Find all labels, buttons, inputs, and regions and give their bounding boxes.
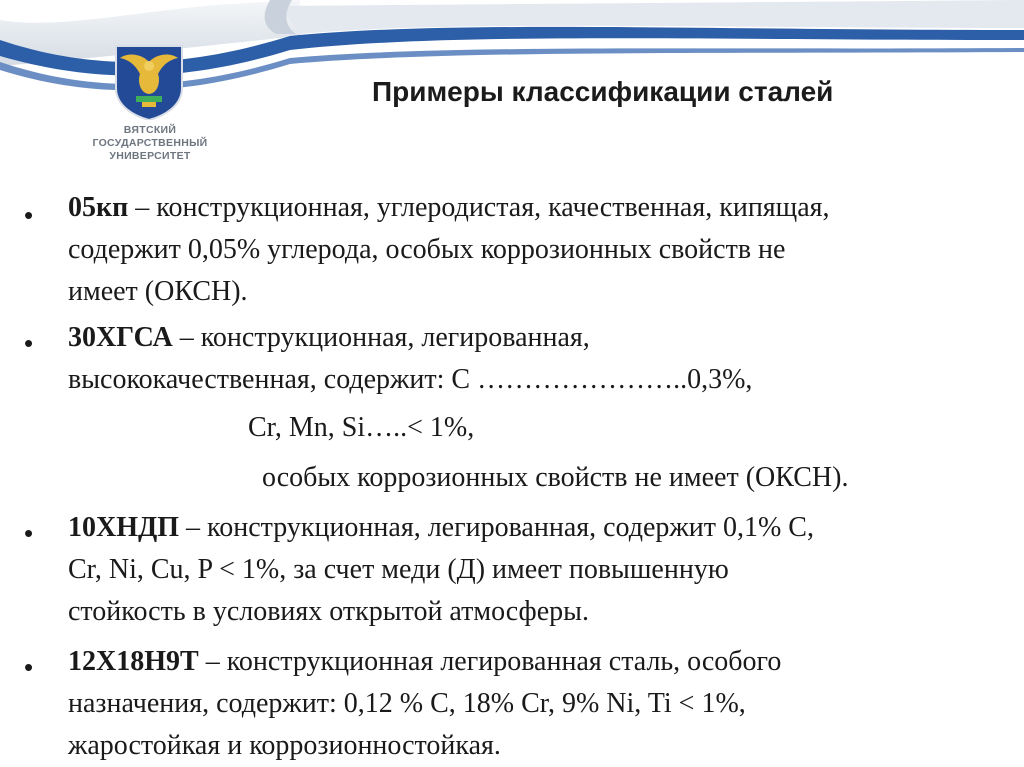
item-1-line-1 bbox=[68, 192, 830, 224]
bullet-marker: • bbox=[24, 518, 34, 548]
university-name bbox=[72, 124, 228, 163]
item-2-line-3: Cr, Mn, Si…..< 1%, bbox=[248, 412, 475, 443]
item-3-text-1: – конструкционная, легированная, содержит 0,1% С, bbox=[179, 512, 814, 543]
item-1-line-3: имеет (ОКСН). bbox=[68, 276, 248, 307]
item-3-code: 10ХНДП bbox=[68, 512, 180, 543]
item-2-line-1 bbox=[68, 322, 590, 354]
bullet-marker: • bbox=[24, 328, 34, 358]
bullet-marker: • bbox=[24, 652, 34, 682]
bullet-marker: • bbox=[24, 200, 34, 230]
item-2-text-1: – конструкционная, легированная, bbox=[172, 322, 590, 353]
item-3-line-3: стойкость в условиях открытой атмосферы. bbox=[68, 596, 589, 627]
item-3-line-1 bbox=[68, 512, 814, 544]
university-name-line2: ГОСУДАРСТВЕННЫЙ bbox=[92, 137, 208, 149]
university-name-line3: УНИВЕРСИТЕТ bbox=[109, 150, 191, 162]
university-logo bbox=[112, 44, 186, 120]
item-4-line-3: жаростойкая и коррозионностойкая. bbox=[68, 730, 501, 761]
item-4-line-2: назначения, содержит: 0,12 % С, 18% Cr, 9% Ni, Ti < 1%, bbox=[68, 688, 746, 719]
item-1-text-1: – конструкционная, углеродистая, качественная, кипящая, bbox=[128, 192, 830, 223]
item-4-code: 12Х18Н9Т bbox=[68, 646, 199, 677]
item-3-line-2: Cr, Ni, Cu, P < 1%, за счет меди (Д) имеет повышенную bbox=[68, 554, 729, 585]
item-4-line-1 bbox=[68, 646, 781, 678]
slide-title: Примеры классификации сталей bbox=[372, 76, 834, 107]
item-2-line-2: высококачественная, содержит: С …………………..0,3%, bbox=[68, 364, 753, 395]
item-2-code: 30ХГСА bbox=[68, 322, 173, 353]
university-name-line1: ВЯТСКИЙ bbox=[123, 124, 177, 136]
item-2-line-4: особых коррозионных свойств не имеет (ОКСН). bbox=[262, 462, 849, 493]
item-1-line-2: содержит 0,05% углерода, особых коррозионных свойств не bbox=[68, 234, 786, 265]
item-1-code: 05кп bbox=[68, 192, 129, 223]
item-4-text-1: – конструкционная легированная сталь, особого bbox=[198, 646, 782, 677]
